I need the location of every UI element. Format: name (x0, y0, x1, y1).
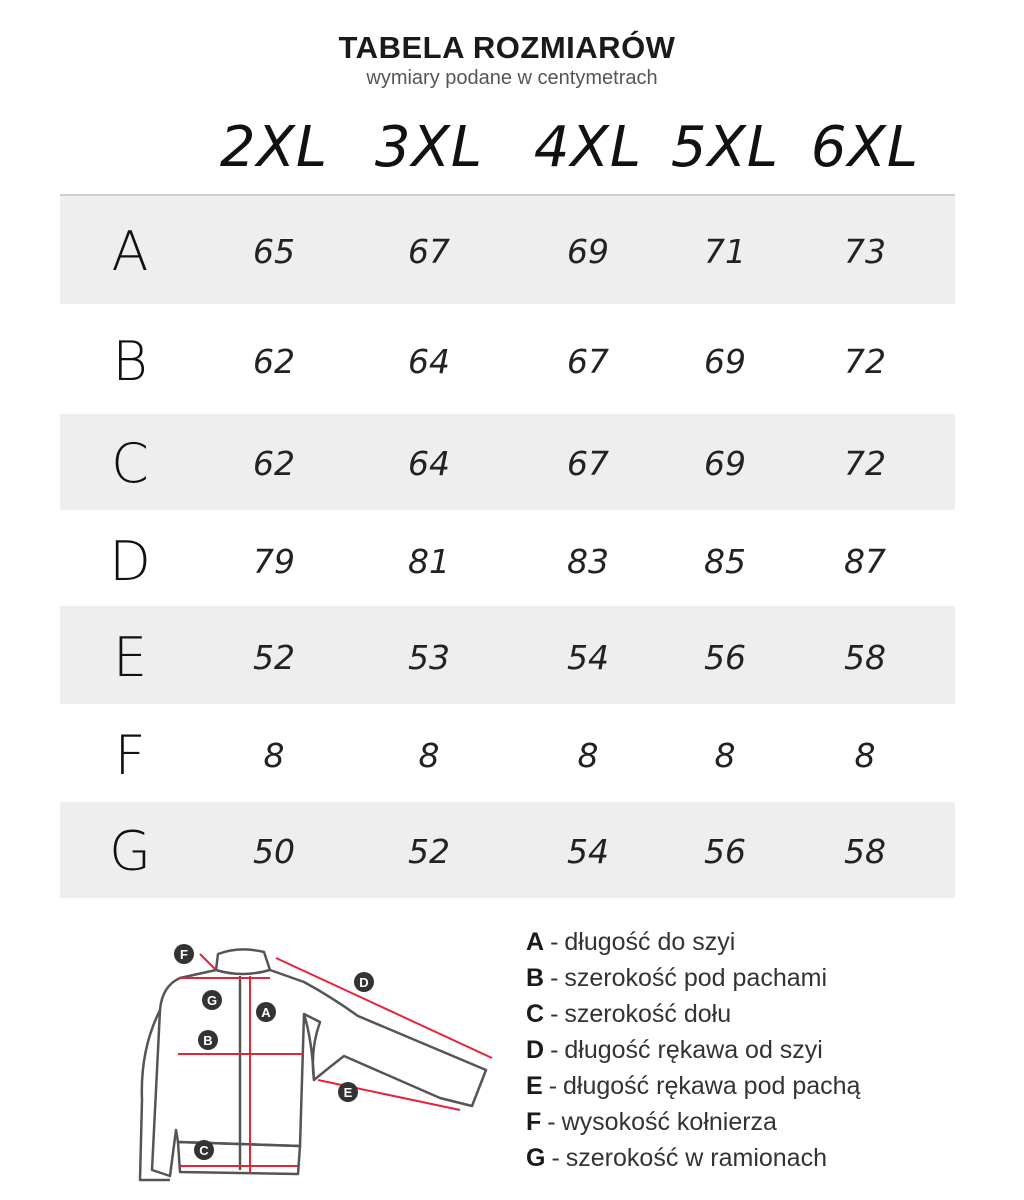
table-cell: 72 (844, 342, 886, 381)
row-label: C (111, 432, 149, 495)
jacket-outline-icon (140, 949, 486, 1180)
table-cell: 8 (714, 736, 736, 775)
svg-text:E: E (343, 1085, 353, 1100)
legend-item-f: F - wysokość kołnierza (526, 1108, 777, 1136)
legend-key: F (526, 1108, 542, 1136)
legend-text: szerokość w ramionach (565, 1144, 827, 1172)
svg-text:G: G (206, 993, 218, 1008)
legend-key: D (526, 1036, 545, 1064)
table-cell: 54 (567, 832, 609, 871)
legend-text: długość do szyi (564, 928, 736, 956)
table-cell: 54 (567, 638, 609, 677)
table-cell: 52 (408, 832, 450, 871)
table-cell: 83 (567, 542, 609, 581)
garment-diagram (100, 930, 500, 1195)
table-cell: 8 (418, 736, 440, 775)
legend-text: szerokość dołu (564, 1000, 732, 1028)
table-row (60, 606, 955, 704)
table-cell: 67 (567, 342, 609, 381)
table-cell: 53 (408, 638, 450, 677)
size-header-5xl: 5XL (670, 115, 780, 180)
table-cell: 67 (408, 232, 450, 271)
table-cell: 62 (253, 342, 295, 381)
table-cell: 72 (844, 444, 886, 483)
page-subtitle: wymiary podane w centymetrach (366, 67, 658, 89)
measurement-legend (526, 924, 860, 1176)
table-cell: 73 (844, 232, 886, 271)
table-row (60, 414, 955, 510)
svg-text:C: C (199, 1143, 209, 1158)
row-label: D (109, 530, 151, 593)
row-label: G (109, 820, 151, 883)
legend-key: G (526, 1144, 546, 1172)
table-cell: 79 (253, 542, 295, 581)
size-header-2xl: 2XL (219, 115, 329, 180)
table-cell: 56 (704, 638, 746, 677)
row-label: B (112, 330, 148, 393)
marker-c-icon (194, 1140, 214, 1160)
table-row (60, 802, 955, 898)
marker-e-icon (338, 1082, 358, 1102)
row-label: A (111, 220, 149, 283)
table-row (60, 510, 955, 606)
legend-key: E (526, 1072, 543, 1100)
table-cell: 8 (577, 736, 599, 775)
legend-text: długość rękawa pod pachą (563, 1072, 861, 1100)
table-cell: 69 (567, 232, 609, 271)
table-cell: 62 (253, 444, 295, 483)
table-cell: 50 (253, 832, 295, 871)
marker-a-icon (256, 1002, 276, 1022)
page-title: TABELA ROZMIARÓW (338, 30, 676, 65)
legend-item-c: C - szerokość dołu (526, 1000, 732, 1028)
table-cell: 52 (253, 638, 295, 677)
table-cell: 69 (704, 342, 746, 381)
legend-text: długość rękawa od szyi (564, 1036, 823, 1064)
table-cell: 64 (408, 444, 450, 483)
svg-text:B: B (203, 1033, 213, 1048)
size-header-4xl: 4XL (533, 115, 643, 180)
marker-d-icon (354, 972, 374, 992)
jacket-illustration (100, 930, 500, 1190)
table-cell: 71 (704, 232, 746, 271)
table-row (60, 704, 955, 802)
legend-item-e: E - długość rękawa pod pachą (526, 1072, 861, 1100)
svg-text:D: D (359, 975, 369, 990)
svg-text:F: F (180, 947, 188, 962)
table-row (60, 304, 955, 414)
table-cell: 69 (704, 444, 746, 483)
table-cell: 67 (567, 444, 609, 483)
table-cell: 87 (844, 542, 886, 581)
table-cell: 56 (704, 832, 746, 871)
svg-text:A: A (261, 1005, 271, 1020)
legend-key: A (526, 928, 545, 956)
size-header-6xl: 6XL (810, 115, 920, 180)
legend-key: B (526, 964, 545, 992)
marker-g-icon (202, 990, 222, 1010)
legend-text: szerokość pod pachami (564, 964, 828, 992)
table-cell: 58 (844, 638, 886, 677)
marker-b-icon (198, 1030, 218, 1050)
table-cell: 85 (704, 542, 746, 581)
legend-key: C (526, 1000, 545, 1028)
size-header-3xl: 3XL (374, 115, 484, 180)
marker-f-icon (174, 944, 194, 964)
legend-item-b: B - szerokość pod pachami (526, 964, 828, 992)
row-label: E (112, 626, 148, 689)
table-cell: 64 (408, 342, 450, 381)
legend-item-a: A - długość do szyi (526, 928, 736, 956)
table-cell: 58 (844, 832, 886, 871)
legend-text: wysokość kołnierza (561, 1108, 777, 1136)
measurement-markers (174, 944, 374, 1160)
legend-item-d: D - długość rękawa od szyi (526, 1036, 823, 1064)
row-label: F (114, 724, 146, 787)
table-row (60, 196, 955, 304)
table-cell: 65 (253, 232, 295, 271)
legend-item-g: G - szerokość w ramionach (526, 1144, 827, 1172)
table-cell: 81 (408, 542, 450, 581)
table-cell: 8 (263, 736, 285, 775)
table-cell: 8 (854, 736, 876, 775)
